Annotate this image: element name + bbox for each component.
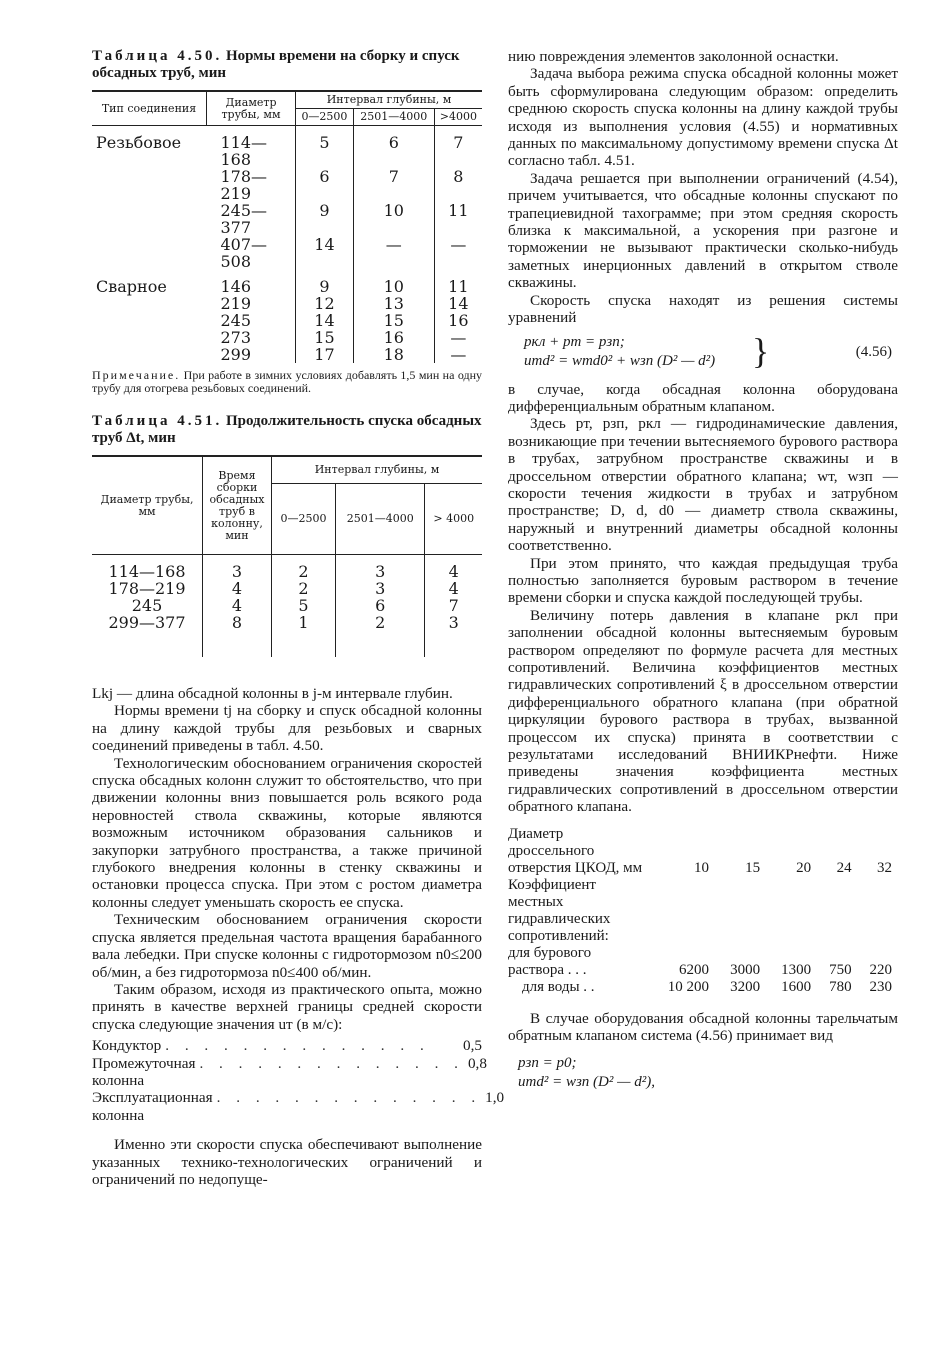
table-450-caption-prefix: Таблица 4.50.	[92, 48, 223, 64]
cell-value: 2	[336, 614, 425, 631]
cell-value: 14	[296, 312, 354, 329]
table-row	[508, 979, 898, 996]
coef-label: Коэффициент местных гидравлических сопротивлений:	[508, 876, 611, 944]
paragraph: Задача выбора режима спуска обсадной колонны может быть сформулирована следующим образом: определить среднюю скорость спуска колонны на длину каждой трубы исходя из выполнения условия (4.55) и нормативных данных по максимальному допустимому времени спуска Δt согласно табл. 4.51.	[508, 65, 898, 170]
equation-line: pкл + pт = pзп;	[524, 333, 625, 350]
table-451-header-diameter: Диаметр трубы, мм	[92, 456, 203, 555]
paragraph: Задача решается при выполнении ограничений (4.54), причем учитывается, что обсадные колонны спускают по трапециевидной тахограмме; при этом средняя скорость близка к максимальной, а ускорения при разгоне и торможении не вызывают практически сколько-нибудь заметных инерционных давлений в открытом стволе скважины.	[508, 169, 898, 292]
cell-value: 13	[353, 295, 434, 312]
cell-time: 8	[203, 614, 272, 631]
table-row	[92, 236, 482, 270]
table-row	[92, 563, 482, 580]
paragraph: Здесь pт, pзп, pкл — гидродинамические давления, возникающие при течении вытесняемого бурового раствора в трубах, затрубном пространстве скважины и в дроссельном отверстии обратного клапана; wт, wзп — скорости течения жидкости в трубах и затрубном пространстве; D, d, d0 — диаметр ствола скважины, наружный и внутренний диаметры обсадной колонны соответственно.	[508, 415, 898, 555]
table-row	[92, 597, 482, 614]
table-row	[92, 278, 482, 295]
cell-value: 20	[796, 859, 812, 876]
cell-value: 4	[448, 579, 459, 598]
table-450-header-i2: 2501—4000	[353, 109, 434, 126]
cell-type: Сварное	[96, 277, 167, 296]
cell-diameter: 299	[207, 346, 296, 363]
paragraph: Именно эти скорости спуска обеспечивают выполнение указанных технико-технологических ограничений и ограничений по недопуще-	[92, 1136, 482, 1188]
note-text: При работе в зимних условиях добавлять 1,5 мин на одну трубу для отогрева резьбовых соединений.	[92, 368, 482, 395]
cell-value: 7	[453, 133, 464, 152]
paragraph: Техническим обоснованием ограничения скорости спуска является предельная частота вращения барабанного вала лебедки. При спуске колонны с гидротормозом n0≤200 об/мин, а без гидротормоза n0≤400 об/мин.	[92, 911, 482, 981]
cell-value: 230	[869, 978, 892, 995]
list-item: Эксплуатационная колонна . . . . . . . . . . . . . . 1,0	[92, 1089, 505, 1124]
cell-time: 4	[203, 597, 272, 614]
table-row	[92, 346, 482, 363]
cell-value: 1	[272, 614, 336, 631]
cell-value: 780	[829, 978, 852, 995]
cell-value: 5	[272, 597, 336, 614]
cell-value: 10	[353, 202, 434, 236]
equation-line: uтd² = wзп (D² — d²),	[518, 1074, 655, 1091]
list-item: Промежуточная колонна . . . . . . . . . . . . . . 0,8	[92, 1054, 487, 1089]
table-row	[508, 945, 898, 979]
table-451-header-interval: Интервал глубины, м	[272, 456, 483, 484]
cell-diameter: 146	[207, 278, 296, 295]
cell-diameter: 245	[207, 312, 296, 329]
table-450-header-i1: 0—2500	[296, 109, 354, 126]
cell-type	[92, 202, 207, 236]
cell-type	[92, 168, 207, 202]
cell-value: 3000	[730, 961, 761, 978]
cell-diameter: 178—219	[92, 580, 203, 597]
cell-value: 10 200	[667, 978, 710, 995]
table-451-header-time: Время сборки обсадных труб в колонну, мин	[203, 456, 272, 555]
cell-value: 3	[336, 563, 425, 580]
paragraph: в случае, когда обсадная колонна оборудована дифференциальным обратным клапаном.	[508, 380, 898, 415]
cell-value: 24	[836, 859, 852, 876]
cell-value: 6	[336, 597, 425, 614]
cell-diameter: 245—377	[207, 202, 296, 236]
cell-value: 1300	[781, 961, 812, 978]
paragraph: Нормы времени tj на сборку и спуск обсадной колонны на длину каждой трубы для резьбовых и сварных соединений приведены в табл. 4.50.	[92, 702, 482, 755]
table-row	[92, 295, 482, 312]
cell-diameter: 219	[207, 295, 296, 312]
equation-system-4-56	[508, 330, 898, 377]
cell-time: 4	[203, 580, 272, 597]
cell-value: 1600	[781, 978, 812, 995]
list-item-value: 0,5	[463, 1037, 482, 1055]
table-450-header-diameter: Диаметр трубы, мм	[207, 91, 296, 126]
cell-value: 17	[296, 346, 354, 363]
cell-diameter: 114—168	[207, 134, 296, 168]
cell-value: 10	[694, 859, 710, 876]
cell-value: 16	[448, 311, 469, 330]
speed-list	[92, 1037, 505, 1124]
cell-value: 11	[448, 201, 469, 220]
cell-value: 14	[448, 294, 469, 313]
table-row	[92, 168, 482, 202]
cell-value: 9	[296, 202, 354, 236]
table-450-caption	[92, 48, 482, 82]
paragraph: Величину потерь давления в клапане pкл при заполнении обсадной колонны вытесняемым буровым раствором определяют по формуле расчета для местных сопротивлений. Величина коэффициентов местных гидравлических сопротивлений ξ в дроссельном отверстии дифференциального обратного клапана (при обратной циркуляции бурового раствора в трубах, вызванной процессом их спуска) принята в соответствии с результатами исследований ВНИИКРнефти. Ниже приведены значения коэффициента местных гидравлических сопротивлений в дроссельном отверстии обратного клапана.	[508, 606, 898, 816]
cell-value: 3	[448, 613, 459, 632]
equation-number: (4.56)	[855, 343, 892, 360]
cell-diameter: 273	[207, 329, 296, 346]
cell-value: —	[353, 236, 434, 270]
cell-value: 14	[296, 236, 354, 270]
cell-value: 16	[353, 329, 434, 346]
cell-value: 6	[296, 168, 354, 202]
cell-value: 2	[272, 580, 336, 597]
table-450-header-interval: Интервал глубины, м	[296, 91, 483, 109]
cell-value: 12	[296, 295, 354, 312]
table-row	[92, 580, 482, 597]
coefficient-table	[508, 826, 898, 996]
left-column	[92, 48, 505, 1188]
cell-value: 15	[745, 859, 761, 876]
cell-value: 3200	[730, 978, 761, 995]
table-450	[92, 90, 482, 363]
table-450-caption-text: Нормы времени на сборку и спуск обсадных труб, мин	[92, 48, 460, 81]
cell-value: 18	[353, 346, 434, 363]
cell-type	[92, 346, 207, 363]
paragraph: При этом принято, что каждая предыдущая труба полностью заполняется буровым раствором в течение времени сборки и спуска каждой последующей трубы.	[508, 554, 898, 607]
cell-value: 4	[448, 562, 459, 581]
list-item-value: 0,8	[467, 1054, 487, 1072]
cell-type	[92, 236, 207, 270]
equation-line: uтd² = wтd0² + wзп (D² — d²)	[524, 352, 716, 369]
table-451	[92, 455, 482, 657]
cell-value: 11	[448, 277, 469, 296]
cell-value: 5	[296, 134, 354, 168]
cell-type	[92, 329, 207, 346]
list-item-label: Кондуктор	[92, 1037, 162, 1055]
cell-value: 10	[353, 278, 434, 295]
cell-value: 6200	[679, 961, 710, 978]
cell-value: 8	[453, 167, 464, 186]
cell-value: 32	[877, 859, 892, 876]
paragraph: Lkj — длина обсадной колонны в j-м интервале глубин.	[92, 685, 453, 702]
table-451-caption-prefix: Таблица 4.51.	[92, 413, 223, 429]
cell-diameter: 299—377	[92, 614, 203, 631]
cell-value: —	[450, 345, 467, 364]
cell-diameter: 114—168	[92, 563, 203, 580]
table-row	[92, 202, 482, 236]
cell-value: —	[450, 328, 467, 347]
cell-value: 9	[296, 278, 354, 295]
paragraph: В случае оборудования обсадной колонны тарельчатым обратным клапаном система (4.56) принимает вид	[508, 1009, 898, 1045]
paragraph: Технологическим обоснованием ограничения скоростей спуска обсадных колонн служит то обстоятельство, что при движении колонны вниз повышается роль всякого рода неровностей ствола скважины, которые являются возможным источником образования сальников и закупорки затрубного пространства, а также причиной глубокого внедрения колонны в стенку скважины и остановки процесса спуска. При этом с ростом диаметра колонны следует уменьшать скорость ее спуска.	[92, 754, 482, 911]
equation-system-final	[508, 1054, 898, 1092]
table-row	[508, 826, 898, 877]
cell-value: —	[450, 235, 467, 254]
cell-value: 2	[272, 563, 336, 580]
table-450-header-type: Тип соединения	[92, 91, 207, 126]
table-row	[92, 329, 482, 346]
list-item-value: 1,0	[485, 1089, 505, 1107]
table-451-header-i2: 2501—4000	[336, 484, 425, 555]
list-item-label: Эксплуатационная колонна	[92, 1089, 213, 1124]
paragraph: нию повреждения элементов заколонной оснастки.	[508, 48, 839, 65]
equation-line: pзп = p0;	[518, 1055, 577, 1072]
table-row	[508, 877, 898, 945]
cell-diameter: 245	[92, 597, 203, 614]
list-item-label: Промежуточная колонна	[92, 1054, 196, 1089]
cell-time: 3	[203, 563, 272, 580]
cell-type: Резьбовое	[96, 133, 182, 152]
coef-label-mud: для бурового раствора . . .	[508, 944, 592, 978]
cell-type	[92, 295, 207, 312]
paragraph: Скорость спуска находят из решения системы уравнений	[508, 291, 898, 327]
list-item: Кондуктор . . . . . . . . . . . . . . 0,5	[92, 1037, 482, 1055]
brace-icon: }	[752, 330, 770, 371]
table-451-caption	[92, 413, 482, 447]
cell-value: 750	[829, 961, 852, 978]
note-label: Примечание.	[92, 368, 181, 382]
cell-diameter: 178—219	[207, 168, 296, 202]
table-450-note	[92, 369, 482, 395]
cell-type	[92, 312, 207, 329]
cell-value: 6	[353, 134, 434, 168]
table-451-header-i1: 0—2500	[272, 484, 336, 555]
cell-value: 3	[336, 580, 425, 597]
cell-value: 15	[353, 312, 434, 329]
table-451-caption-text: Продолжительность спуска обсадных труб Δt, мин	[92, 413, 482, 446]
cell-value: 7	[448, 596, 459, 615]
table-451-header-i3: > 4000	[425, 484, 482, 555]
coef-label-water: для воды . .	[522, 978, 595, 995]
paragraph: Таким образом, исходя из практического опыта, можно принять в качестве верхней границы средней скорости спуска следующие значения uт (в м/с):	[92, 980, 482, 1033]
right-column	[508, 48, 898, 1096]
cell-value: 15	[296, 329, 354, 346]
cell-diameter: 407—508	[207, 236, 296, 270]
table-row	[92, 134, 482, 168]
table-row	[92, 614, 482, 631]
cell-value: 220	[869, 961, 892, 978]
table-450-header-i3: >4000	[434, 109, 482, 126]
cell-value: 7	[353, 168, 434, 202]
coef-label-diameter: Диаметр дроссельного отверстия ЦКОД, мм	[508, 825, 643, 876]
table-row	[92, 312, 482, 329]
